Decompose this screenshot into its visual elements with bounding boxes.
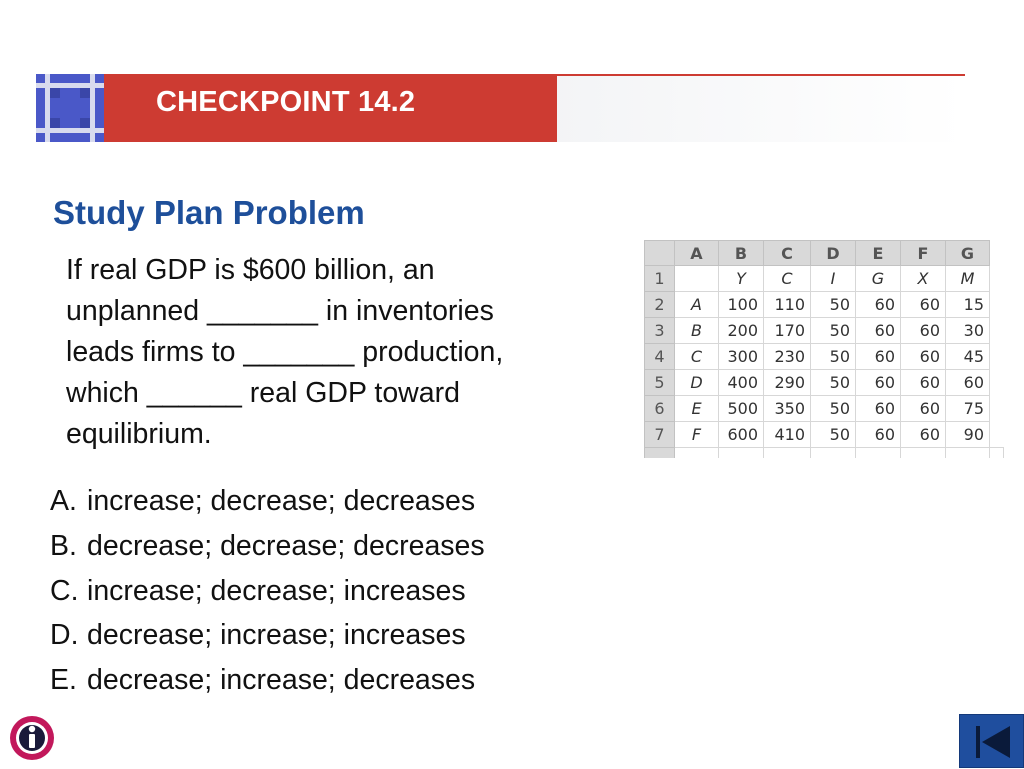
answer-option-a[interactable] xyxy=(50,479,485,524)
column-letter: E xyxy=(856,241,901,266)
answer-option-e[interactable] xyxy=(50,658,485,703)
answer-text: decrease; decrease; decreases xyxy=(87,529,485,562)
table-cell xyxy=(811,448,856,459)
checkpoint-title: CHECKPOINT 14.2 xyxy=(156,86,416,118)
table-cell: E xyxy=(675,396,719,422)
table-cell: 60 xyxy=(901,422,946,448)
answer-label: E. xyxy=(50,664,77,697)
row-number: 2 xyxy=(645,292,675,318)
table-cell: 60 xyxy=(946,370,990,396)
answer-option-c[interactable] xyxy=(50,569,485,614)
answer-text: decrease; increase; decreases xyxy=(87,664,476,697)
table-cell: C xyxy=(764,266,811,292)
column-letter: F xyxy=(901,241,946,266)
spreadsheet-table xyxy=(644,240,1004,458)
table-cell: D xyxy=(675,370,719,396)
table-cell xyxy=(901,448,946,459)
table-cell: 90 xyxy=(946,422,990,448)
table-cell: 410 xyxy=(764,422,811,448)
table-cell: 200 xyxy=(719,318,764,344)
table-row xyxy=(645,292,1004,318)
blue-grid-icon xyxy=(36,74,104,142)
table-cell: B xyxy=(675,318,719,344)
table-cell: M xyxy=(946,266,990,292)
table-cell: 60 xyxy=(901,396,946,422)
problem-line: If real GDP is $600 billion, an xyxy=(66,254,435,286)
column-letter: B xyxy=(719,241,764,266)
problem-line: which ______ real GDP toward xyxy=(66,377,460,409)
table-cell: 60 xyxy=(901,344,946,370)
table-cell: 60 xyxy=(901,292,946,318)
table-row xyxy=(645,422,1004,448)
table-cell: 60 xyxy=(856,318,901,344)
column-letter: D xyxy=(811,241,856,266)
row-number: 6 xyxy=(645,396,675,422)
answer-option-d[interactable] xyxy=(50,613,485,658)
table-cell xyxy=(856,448,901,459)
table-cell: 60 xyxy=(901,370,946,396)
problem-line: leads firms to _______ production, xyxy=(66,336,504,368)
table-cell: 50 xyxy=(811,292,856,318)
section-heading: Study Plan Problem xyxy=(53,194,365,231)
table-cell: 60 xyxy=(856,344,901,370)
table-cell: 60 xyxy=(856,396,901,422)
table-cell: I xyxy=(811,266,856,292)
table-cell xyxy=(764,448,811,459)
answer-label: C. xyxy=(50,574,79,607)
table-cell xyxy=(675,266,719,292)
table-cell xyxy=(990,448,1004,459)
table-cell: 50 xyxy=(811,370,856,396)
back-to-start-button[interactable] xyxy=(959,714,1024,768)
row-number: 4 xyxy=(645,344,675,370)
row-number: 3 xyxy=(645,318,675,344)
table-cell: 300 xyxy=(719,344,764,370)
table-cell: Y xyxy=(719,266,764,292)
table-cell xyxy=(946,448,990,459)
answer-text: increase; decrease; decreases xyxy=(87,485,476,517)
table-row xyxy=(645,266,1004,292)
table-cell: G xyxy=(856,266,901,292)
column-letter: C xyxy=(764,241,811,266)
table-cell: 600 xyxy=(719,422,764,448)
table-cell: 230 xyxy=(764,344,811,370)
table-cell: 50 xyxy=(811,422,856,448)
answer-text: decrease; increase; increases xyxy=(87,619,466,652)
back-to-start-icon xyxy=(960,715,1024,769)
table-row xyxy=(645,370,1004,396)
table-cell: 50 xyxy=(811,396,856,422)
table-cell: C xyxy=(675,344,719,370)
table-cell: 60 xyxy=(856,370,901,396)
answer-label: D. xyxy=(50,619,79,652)
column-letter: G xyxy=(946,241,990,266)
table-row xyxy=(645,396,1004,422)
table-cell: 170 xyxy=(764,318,811,344)
answer-choices xyxy=(50,479,485,703)
column-letter-row xyxy=(645,241,1004,266)
table-cell: 50 xyxy=(811,344,856,370)
table-cell: 60 xyxy=(901,318,946,344)
answer-option-b[interactable] xyxy=(50,524,485,569)
table-cell: 50 xyxy=(811,318,856,344)
table-cell xyxy=(719,448,764,459)
table-cell: 100 xyxy=(719,292,764,318)
table-row xyxy=(645,318,1004,344)
corner-cell xyxy=(645,241,675,266)
table-cell: 60 xyxy=(856,292,901,318)
problem-line: unplanned _______ in inventories xyxy=(66,295,494,327)
row-number: 1 xyxy=(645,266,675,292)
table-row xyxy=(645,344,1004,370)
table-cell: 350 xyxy=(764,396,811,422)
problem-statement xyxy=(66,250,601,455)
table-cell: 110 xyxy=(764,292,811,318)
problem-line: equilibrium. xyxy=(66,418,212,450)
table-cell: X xyxy=(901,266,946,292)
row-number xyxy=(645,448,675,459)
spreadsheet-figure xyxy=(644,240,1004,458)
table-cell: 75 xyxy=(946,396,990,422)
table-cell: 60 xyxy=(856,422,901,448)
column-letter: A xyxy=(675,241,719,266)
table-cell: 30 xyxy=(946,318,990,344)
row-number: 7 xyxy=(645,422,675,448)
row-number: 5 xyxy=(645,370,675,396)
header-banner xyxy=(36,74,965,142)
table-cell: 15 xyxy=(946,292,990,318)
table-cell: A xyxy=(675,292,719,318)
info-i-logo-icon xyxy=(8,714,56,762)
table-cell: F xyxy=(675,422,719,448)
table-cell: 45 xyxy=(946,344,990,370)
table-cell xyxy=(675,448,719,459)
table-cell: 290 xyxy=(764,370,811,396)
answer-label: A. xyxy=(50,485,77,517)
table-cell: 500 xyxy=(719,396,764,422)
answer-text: increase; decrease; increases xyxy=(87,574,466,607)
table-row xyxy=(645,448,1004,459)
table-cell: 400 xyxy=(719,370,764,396)
answer-label: B. xyxy=(50,529,77,562)
